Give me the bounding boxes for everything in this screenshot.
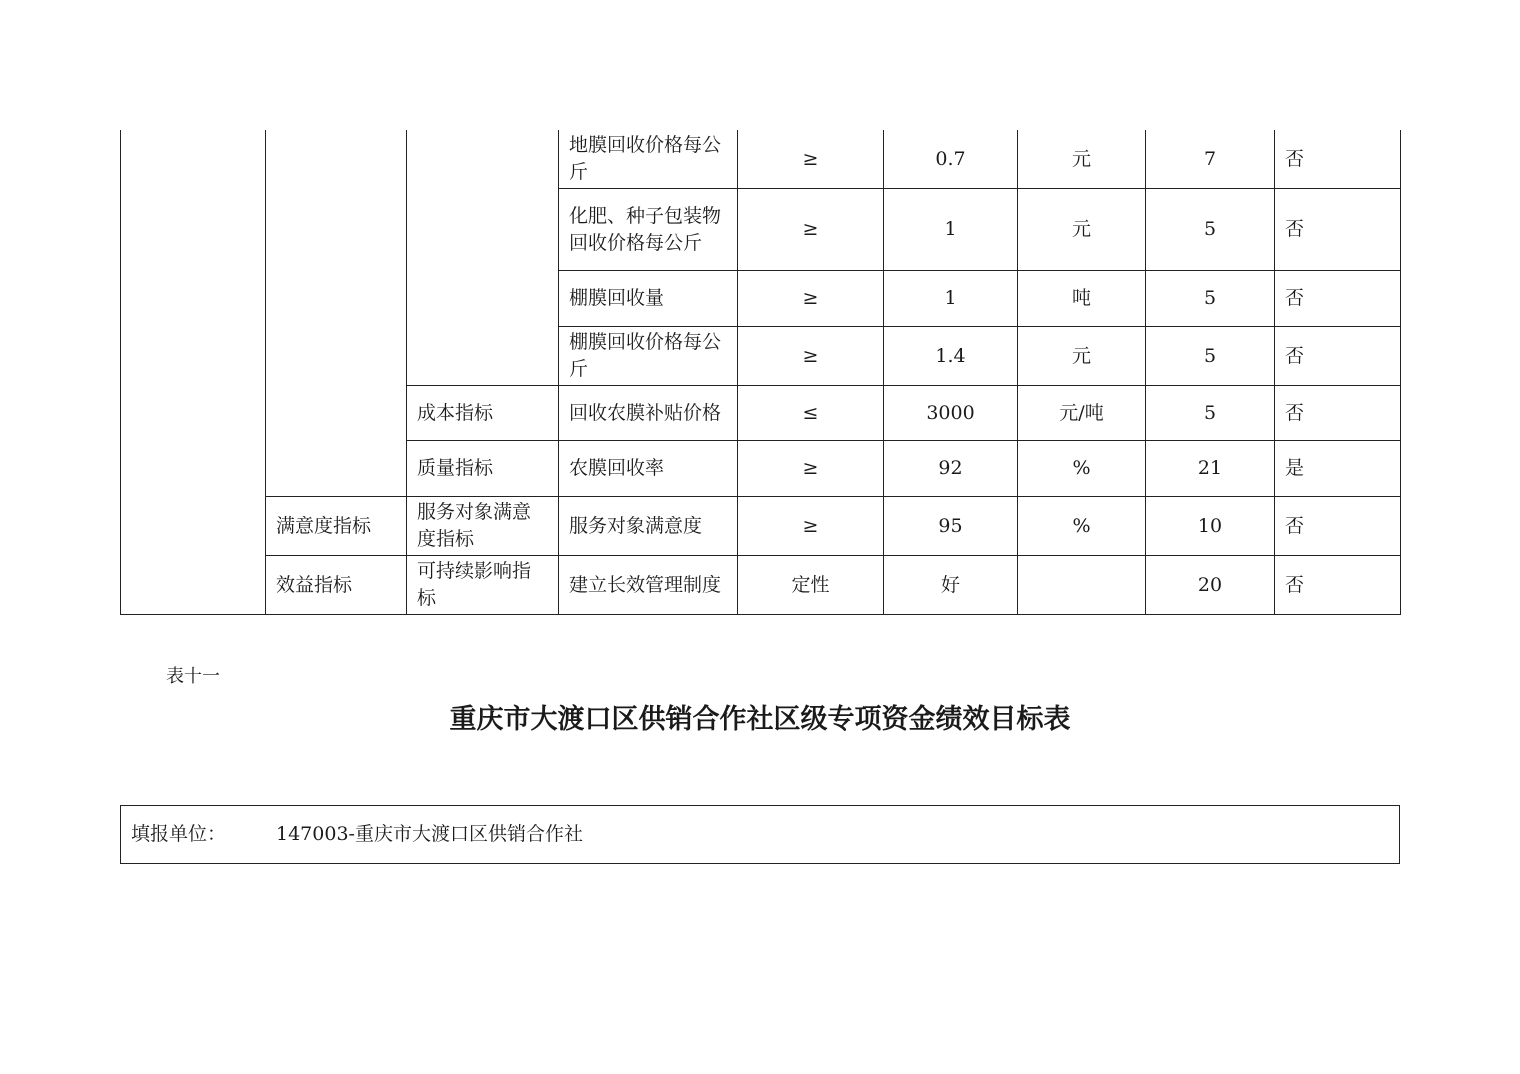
indicator-name: 建立长效管理制度 [559, 556, 738, 615]
target-value: 1 [884, 271, 1018, 327]
target-value: 92 [884, 441, 1018, 497]
core-indicator: 否 [1275, 497, 1401, 556]
fill-unit-box [120, 805, 1400, 864]
operator: ≤ [738, 386, 884, 441]
core-indicator: 是 [1275, 441, 1401, 497]
measure-unit: 元 [1018, 327, 1146, 386]
weight: 7 [1146, 130, 1275, 189]
indicator-name: 化肥、种子包装物回收价格每公斤 [559, 189, 738, 271]
fill-unit-value: 147003-重庆市大渡口区供销合作社 [276, 823, 583, 845]
weight: 5 [1146, 189, 1275, 271]
operator: ≥ [738, 189, 884, 271]
core-indicator: 否 [1275, 130, 1401, 189]
table-row [121, 130, 1401, 189]
measure-unit: 元 [1018, 189, 1146, 271]
weight: 10 [1146, 497, 1275, 556]
measure-unit: % [1018, 497, 1146, 556]
weight: 5 [1146, 271, 1275, 327]
core-indicator: 否 [1275, 271, 1401, 327]
level1-indicator: 满意度指标 [266, 497, 407, 556]
target-value: 好 [884, 556, 1018, 615]
measure-unit [1018, 556, 1146, 615]
operator: 定性 [738, 556, 884, 615]
indicator-name: 棚膜回收量 [559, 271, 738, 327]
fill-unit-label: 填报单位： [131, 823, 227, 845]
operator: ≥ [738, 441, 884, 497]
core-indicator: 否 [1275, 386, 1401, 441]
page-title: 重庆市大渡口区供销合作社区级专项资金绩效目标表 [449, 704, 1071, 735]
target-value: 0.7 [884, 130, 1018, 189]
table-number: 表十一 [166, 666, 220, 687]
operator: ≥ [738, 497, 884, 556]
level2-indicator: 质量指标 [407, 441, 559, 497]
weight: 5 [1146, 327, 1275, 386]
table-row [121, 497, 1401, 556]
target-value: 1 [884, 189, 1018, 271]
performance-target-table [120, 130, 1401, 615]
measure-unit: 吨 [1018, 271, 1146, 327]
weight: 20 [1146, 556, 1275, 615]
level1-indicator: 效益指标 [266, 556, 407, 615]
table-row [121, 556, 1401, 615]
core-indicator: 否 [1275, 327, 1401, 386]
weight: 5 [1146, 386, 1275, 441]
target-value: 1.4 [884, 327, 1018, 386]
indicator-name: 服务对象满意度 [559, 497, 738, 556]
target-value: 3000 [884, 386, 1018, 441]
core-indicator: 否 [1275, 189, 1401, 271]
weight: 21 [1146, 441, 1275, 497]
operator: ≥ [738, 271, 884, 327]
measure-unit: 元 [1018, 130, 1146, 189]
indicator-name: 回收农膜补贴价格 [559, 386, 738, 441]
measure-unit: % [1018, 441, 1146, 497]
level2-indicator: 可持续影响指标 [407, 556, 559, 615]
level2-indicator: 服务对象满意度指标 [407, 497, 559, 556]
indicator-name: 棚膜回收价格每公斤 [559, 327, 738, 386]
measure-unit: 元/吨 [1018, 386, 1146, 441]
operator: ≥ [738, 130, 884, 189]
operator: ≥ [738, 327, 884, 386]
target-value: 95 [884, 497, 1018, 556]
project-cell [121, 130, 266, 615]
indicator-name: 地膜回收价格每公斤 [559, 130, 738, 189]
level1-indicator-cell [266, 130, 407, 497]
level2-indicator-cell [407, 130, 559, 386]
core-indicator: 否 [1275, 556, 1401, 615]
level2-indicator: 成本指标 [407, 386, 559, 441]
indicator-name: 农膜回收率 [559, 441, 738, 497]
